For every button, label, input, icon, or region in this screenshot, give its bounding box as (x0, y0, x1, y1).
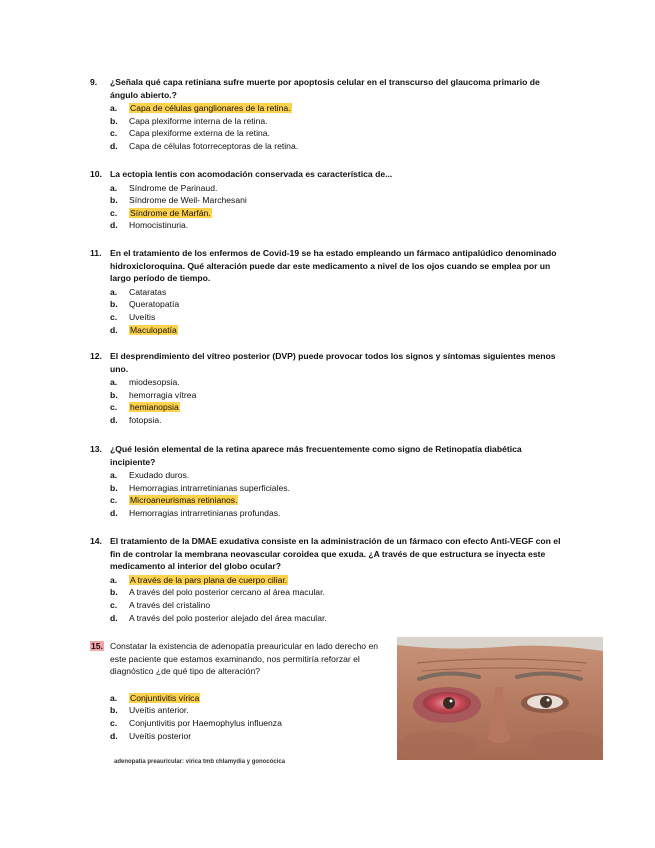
option-c: c. Uveítis (110, 311, 156, 322)
question-number: 14. (90, 536, 102, 546)
option-c: c. Síndrome de Marfán. (110, 207, 211, 218)
option-b: b. Hemorragias intrarretinianas superficiales. (110, 482, 290, 493)
option-d: d. Uveítis posterior (110, 730, 192, 741)
question-number: 15. (91, 641, 103, 651)
question-text: ¿Qué lesión elemental de la retina aparece más frecuentemente como signo de Retinopatía diabética incipiente? (110, 444, 522, 467)
question-text: En el tratamiento de los enfermos de Covid-19 se ha estado empleando un fármaco antipalúdico denominado hidroxicloroquina. Qué alteración puede dar este medicamento a nivel de los ojos cuando se emplea por un largo período de tiempo. (110, 248, 557, 284)
question-14 (90, 535, 565, 624)
option-a: a. miodesopsia. (110, 377, 180, 388)
option-a: a. Capa de células ganglionares de la retina. (110, 103, 291, 114)
option-b: b. A través del polo posterior cercano al área macular. (110, 587, 325, 598)
question-10 (90, 168, 565, 232)
option-b: b. hemorragia vítrea (110, 389, 197, 400)
highlighted-answer: hemianopsia (130, 402, 179, 413)
question-text: El desprendimiento del vítreo posterior (DVP) puede provocar todos los signos y síntomas siguientes menos uno. (110, 351, 556, 374)
option-c: c. Capa plexiforme externa de la retina. (110, 128, 270, 139)
option-c: c. hemianopsia (110, 402, 179, 413)
patient-eye-photo (397, 637, 603, 760)
question-number: 12. (90, 351, 102, 361)
question-text: ¿Señala qué capa retiniana sufre muerte por apoptosis celular en el transcurso del glaucoma primario de ángulo abierto.? (110, 77, 540, 100)
highlighted-answer: Maculopatía (130, 324, 177, 335)
highlighted-answer: Síndrome de Marfán. (130, 207, 211, 218)
question-9 (90, 76, 565, 153)
highlighted-answer: Microaneurismas retinianos. (130, 495, 238, 506)
question-number: 11. (90, 248, 102, 258)
question-13 (90, 443, 565, 520)
option-b: b. Síndrome de Weil- Marchesani (110, 195, 247, 206)
option-d: d. Homocistinuria. (110, 220, 189, 231)
question-number: 9. (90, 77, 98, 87)
footnote-text: adenopatía preauricular: vírica tmb chlamydia y gonocócica (114, 759, 286, 765)
question-text: La ectopia lentis con acomodación conservada es característica de... (110, 169, 393, 179)
option-d: d. fotopsia. (110, 414, 162, 425)
question-number: 10. (90, 169, 102, 179)
highlighted-answer: Conjuntivitis vírica (130, 692, 200, 703)
highlighted-answer: Capa de células ganglionares de la retina. (130, 103, 291, 114)
option-d: d. Hemorragias intrarretinianas profundas. (110, 507, 281, 518)
highlighted-answer: A través de la pars plana de cuerpo ciliar. (130, 574, 288, 585)
question-text: Constatar la existencia de adenopatía preauricular en lado derecho en este paciente que estamos examinando, nos permitiría reforzar el diagnóstico ¿de qué tipo de alteración? (110, 641, 379, 677)
option-a: a. Síndrome de Parinaud. (110, 182, 218, 193)
option-c: c. Microaneurismas retinianos. (110, 495, 238, 506)
option-d: d. A través del polo posterior alejado del área macular. (110, 612, 327, 623)
option-c: c. Conjuntivitis por Haemophylus influenza (110, 717, 282, 728)
question-number: 13. (90, 444, 102, 454)
option-b: b. Capa plexiforme interna de la retina. (110, 115, 268, 126)
option-a: a. Cataratas (110, 286, 167, 297)
question-11 (90, 247, 565, 336)
option-a: a. Conjuntivitis vírica (110, 692, 200, 703)
question-12 (90, 350, 565, 427)
option-a: a. Exudado duros. (110, 470, 190, 481)
option-b: b. Uveítis anterior. (110, 705, 189, 716)
option-b: b. Queratopatía (110, 299, 180, 310)
option-a: a. A través de la pars plana de cuerpo ciliar. (110, 574, 288, 585)
option-d: d. Capa de células fotorreceptoras de la retina. (110, 140, 299, 151)
question-15 (90, 640, 380, 742)
option-d: d. Maculopatía (110, 324, 177, 335)
question-text: El tratamiento de la DMAE exudativa consiste en la administración de un fármaco con efecto Anti-VEGF con el fin de controlar la membrana neovascular coroidea que exuda. ¿A través de que estructura se inyecta este medicamento al interior del globo ocular? (110, 536, 561, 572)
option-c: c. A través del cristalino (110, 599, 211, 610)
